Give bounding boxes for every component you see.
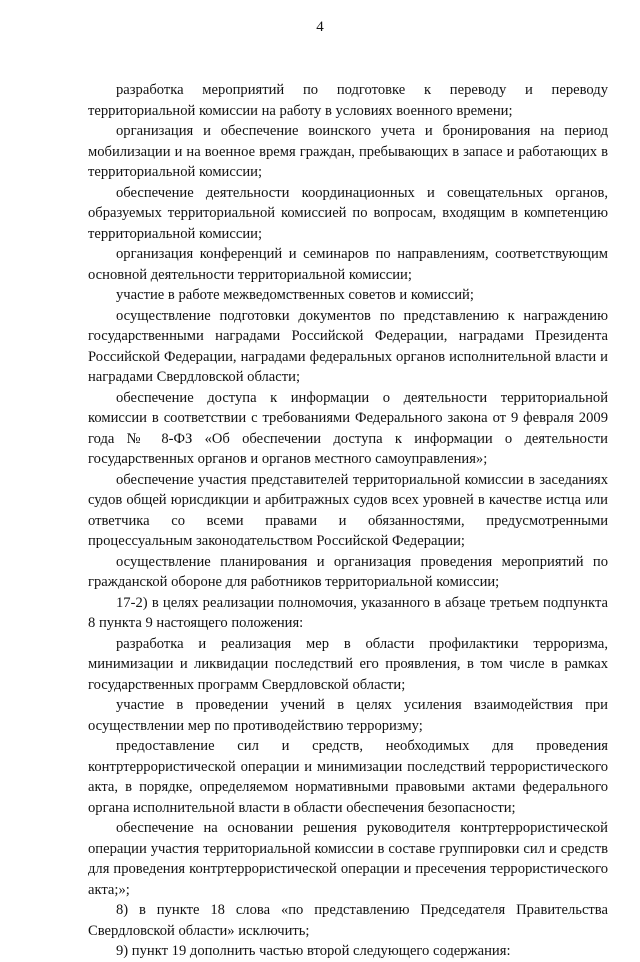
paragraph-civil-defense: осуществление планирования и организация проведения мероприятий по гражданской обороне для работников территориальной комиссии; bbox=[88, 553, 608, 590]
paragraph-military-registration: организация и обеспечение воинского учета и бронирования на период мобилизации и на военное время граждан, пребывающих в запасе и работающих в территориальной комиссии; bbox=[88, 123, 608, 180]
paragraph-counterterrorism-operation: обеспечение на основании решения руководителя контртеррористической операции участия территориальной комиссии в составе группировки сил и средств для проведения контртеррористической операции и пресечения террористического акта;»; bbox=[88, 820, 608, 898]
paragraph-awards: осуществление подготовки документов по представлению к награждению государственными наградами Российской Федерации, наградами Президента Российской Федерации, наградами федеральных органов исполнительной власти и наградами Свердловской области; bbox=[88, 307, 608, 385]
paragraph-coordination-bodies: обеспечение деятельности координационных и совещательных органов, образуемых территориальной комиссией по вопросам, входящим в компетенцию территориальной комиссии; bbox=[88, 184, 608, 242]
paragraph-item-9: 9) пункт 19 дополнить частью второй следующего содержания: bbox=[116, 943, 511, 959]
paragraph-conferences: организация конференций и семинаров по направлениям, соответствующим основной деятельности территориальной комиссии; bbox=[88, 246, 608, 283]
page-number: 4 bbox=[316, 19, 324, 35]
paragraph-court-participation: обеспечение участия представителей территориальной комиссии в заседаниях судов общей юрисдикции и арбитражных судов всех уровней в качестве истца или ответчика со всеми правами и обязанностями, предусмотренными процессуальным законодательством Российской Федерации; bbox=[88, 471, 608, 549]
document-body bbox=[88, 80, 608, 962]
paragraph-item-8: 8) в пункте 18 слова «по представлению Председателя Правительства Свердловской области» исключить; bbox=[88, 902, 608, 939]
paragraph-item-17-2: 17-2) в целях реализации полномочия, указанного в абзаце третьем подпункта 8 пункта 9 настоящего положения: bbox=[88, 594, 608, 631]
paragraph-interagency-councils: участие в работе межведомственных советов и комиссий; bbox=[116, 287, 474, 303]
paragraph-terrorism-prevention: разработка и реализация мер в области профилактики терроризма, минимизации и ликвидации последствий его проявления, в том числе в рамках государственных программ Свердловской области; bbox=[88, 635, 608, 693]
paragraph-military-transfer: разработка мероприятий по подготовке к переводу и переводу территориальной комиссии на работу в условиях военного времени; bbox=[88, 82, 608, 119]
paragraph-information-access: обеспечение доступа к информации о деятельности территориальной комиссии в соответствии с требованиями Федерального закона от 9 февраля 2009 года № 8-ФЗ «Об обеспечении доступа к информации о деятельности государственных органов и органов местного самоуправления»; bbox=[88, 389, 608, 467]
paragraph-exercises: участие в проведении учений в целях усиления взаимодействия при осуществлении мер по противодействию терроризму; bbox=[88, 697, 608, 734]
paragraph-forces-provision: предоставление сил и средств, необходимых для проведения контртеррористической операции и минимизации последствий террористического акта, в порядке, определяемом нормативными правовыми актами федерального органа исполнительной власти в области обеспечения безопасности; bbox=[88, 738, 608, 816]
